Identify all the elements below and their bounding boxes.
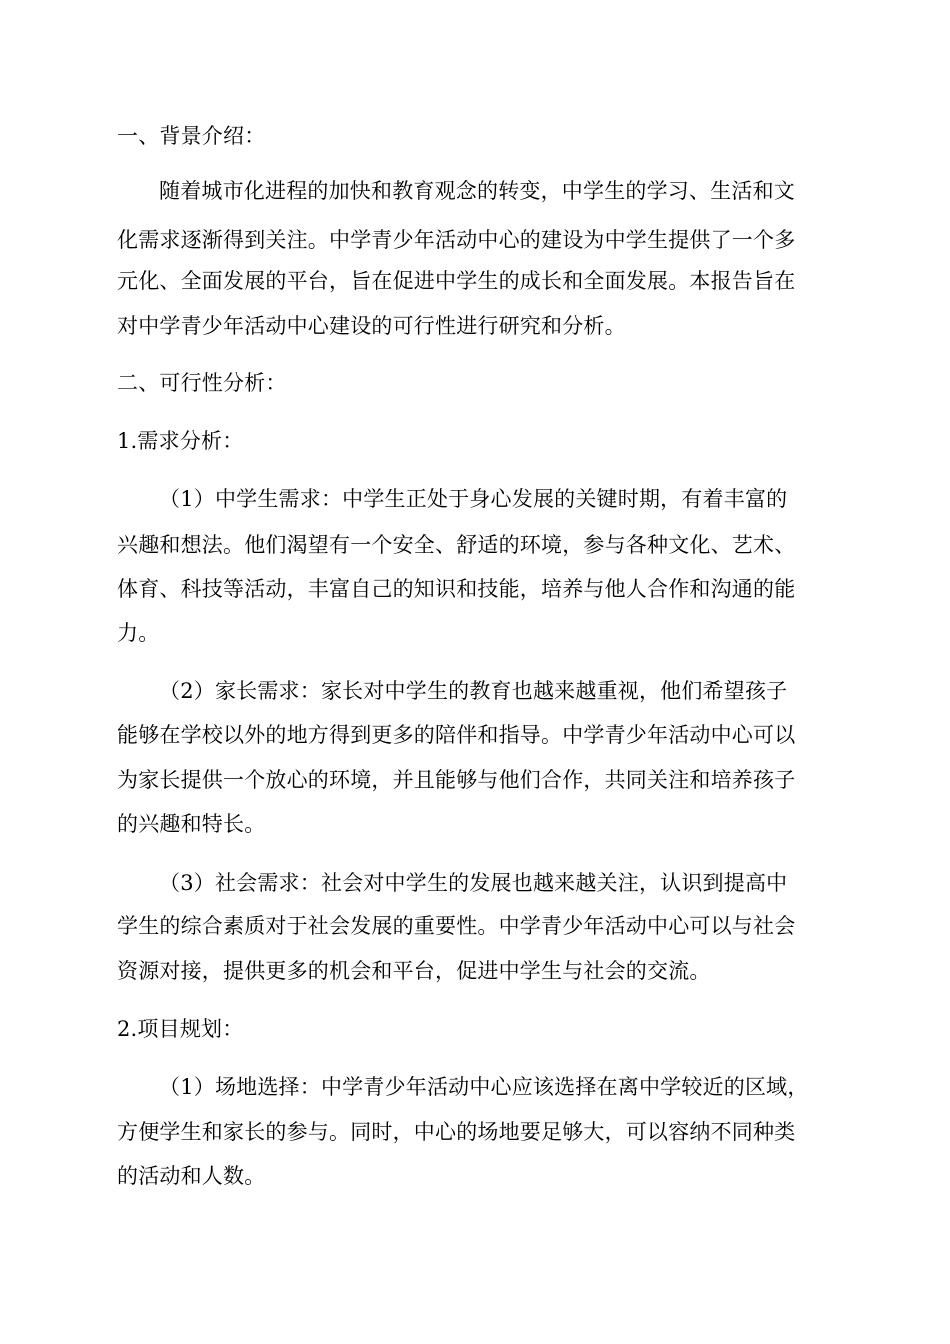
paragraph-line: 化需求逐渐得到关注。中学青少年活动中心的建设为中学生提供了一个多 xyxy=(117,228,796,252)
heading-demand: 1.需求分析： xyxy=(117,429,244,453)
paragraph-line: 元化、全面发展的平台，旨在促进中学生的成长和全面发展。本报告旨在 xyxy=(117,269,796,293)
paragraph-line: 体育、科技等活动，丰富自己的知识和技能，培养与他人合作和沟通的能 xyxy=(117,577,796,601)
paragraph-line: 学生的综合素质对于社会发展的重要性。中学青少年活动中心可以与社会 xyxy=(117,914,796,938)
paragraph-line: 对中学青少年活动中心建设的可行性进行研究和分析。 xyxy=(117,314,626,338)
paragraph-line: 力。 xyxy=(117,621,160,645)
paragraph-line: 的活动和人数。 xyxy=(117,1164,266,1188)
paragraph-line: 资源对接，提供更多的机会和平台，促进中学生与社会的交流。 xyxy=(117,959,711,983)
paragraph-line: 随着城市化进程的加快和教育观念的转变，中学生的学习、生活和文 xyxy=(159,179,795,203)
paragraph-line: （3）社会需求：社会对中学生的发展也越来越关注，认识到提高中 xyxy=(159,871,788,895)
heading-feasibility: 二、可行性分析： xyxy=(117,371,287,395)
heading-background: 一、背景介绍： xyxy=(117,124,266,148)
paragraph-line: 方便学生和家长的参与。同时，中心的场地要足够大，可以容纳不同种类 xyxy=(117,1120,796,1144)
paragraph-line: 兴趣和想法。他们渴望有一个安全、舒适的环境，参与各种文化、艺术、 xyxy=(117,533,796,557)
paragraph-line: （1）中学生需求：中学生正处于身心发展的关键时期，有着丰富的 xyxy=(159,487,788,511)
heading-plan: 2.项目规划： xyxy=(117,1017,244,1041)
paragraph-line: （2）家长需求：家长对中学生的教育也越来越重视，他们希望孩子 xyxy=(159,679,788,703)
paragraph-line: 的兴趣和特长。 xyxy=(117,812,266,836)
paragraph-line: 为家长提供一个放心的环境，并且能够与他们合作，共同关注和培养孩子 xyxy=(117,768,796,792)
paragraph-line: （1）场地选择：中学青少年活动中心应该选择在离中学较近的区域， xyxy=(159,1075,809,1099)
paragraph-line: 能够在学校以外的地方得到更多的陪伴和指导。中学青少年活动中心可以 xyxy=(117,723,796,747)
